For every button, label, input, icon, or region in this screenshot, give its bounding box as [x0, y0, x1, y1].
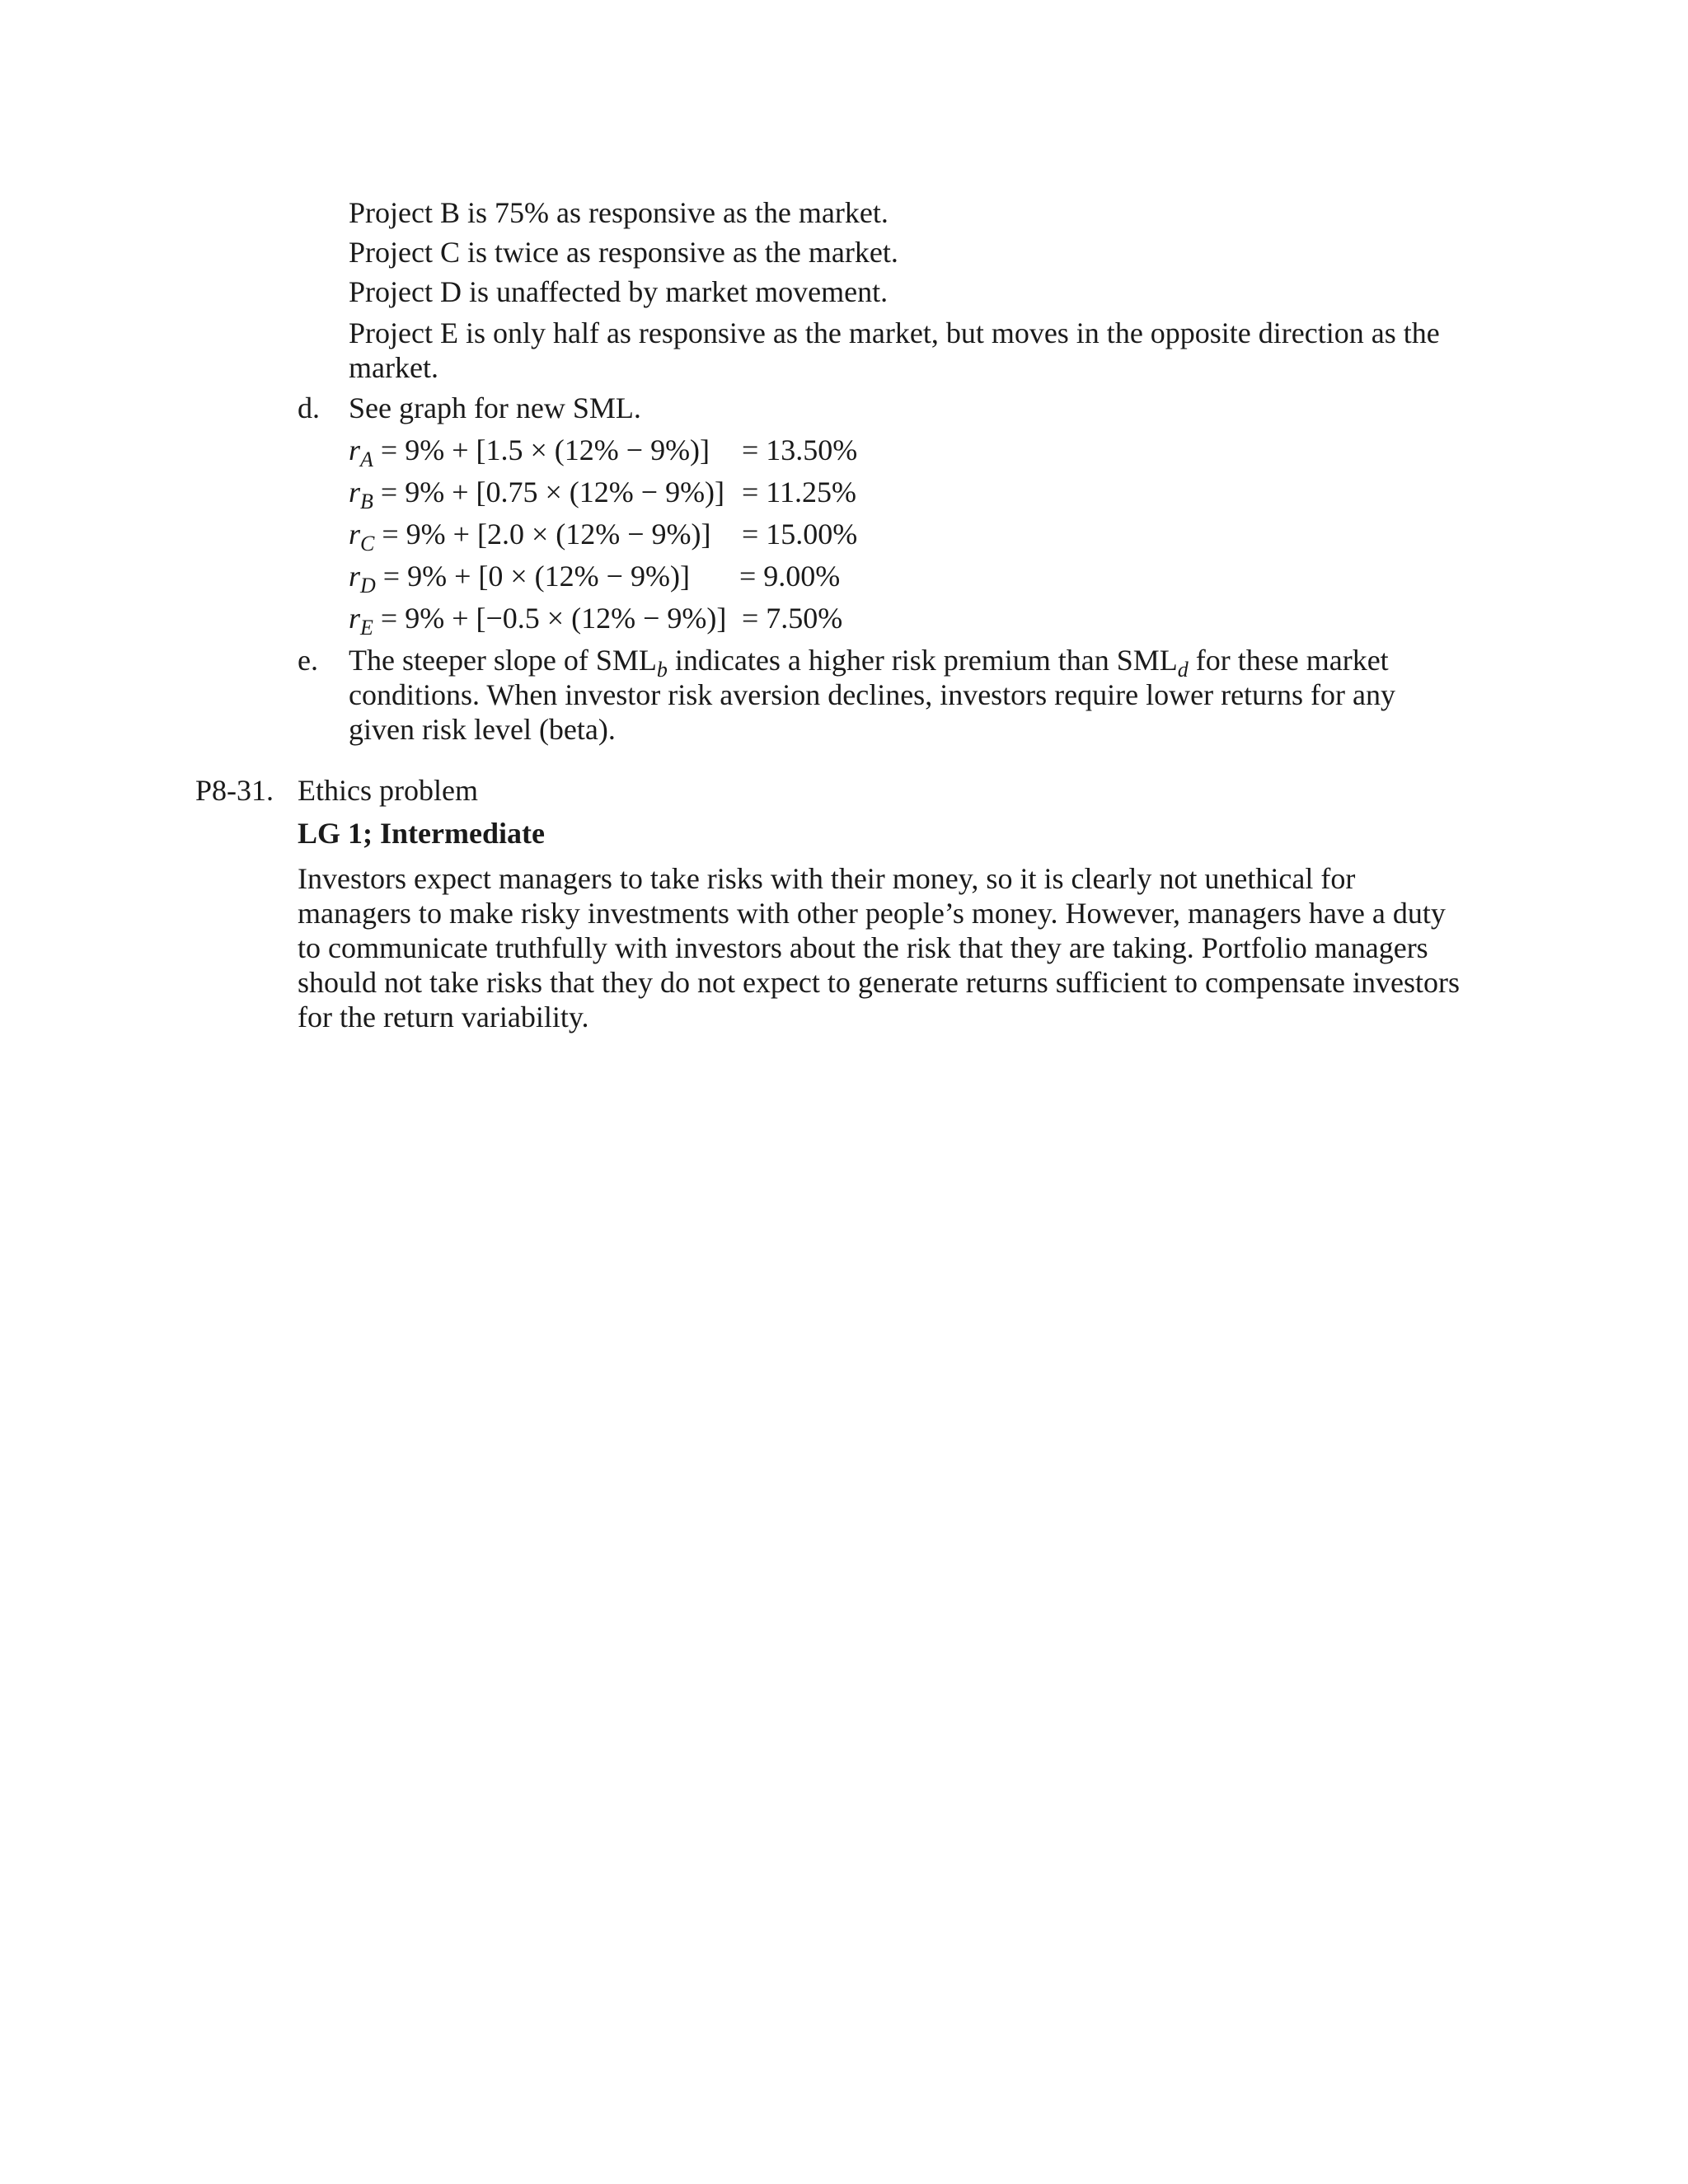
equation-subscript: B — [360, 490, 373, 513]
equation-variable: r — [349, 476, 361, 509]
equation-r-a — [349, 433, 710, 471]
problem-number: P8-31. — [195, 774, 274, 807]
equation-result-c: = 15.00% — [742, 518, 858, 551]
equation-result-a: = 13.50% — [742, 434, 858, 466]
equation-subscript: C — [360, 532, 375, 555]
equation-r-c — [349, 517, 711, 555]
equation-result-b: = 11.25% — [742, 476, 856, 509]
equation-expression: = 9% + [0 × (12% − 9%)] — [375, 560, 690, 593]
part-e-marker: e. — [298, 644, 318, 677]
equation-subscript: E — [360, 616, 373, 640]
problem-subtitle: LG 1; Intermediate — [298, 817, 545, 850]
part-e-text-1: The steeper slope of SML — [349, 644, 657, 677]
part-c-line-e: Project E is only half as responsive as the market, but moves in the opposite direction as the market. — [349, 316, 1440, 384]
equation-expression: = 9% + [0.75 × (12% − 9%)] — [373, 476, 725, 509]
equation-r-d — [349, 559, 690, 598]
equation-r-e — [349, 601, 727, 640]
equation-expression: = 9% + [2.0 × (12% − 9%)] — [374, 518, 711, 551]
equation-variable: r — [349, 518, 361, 551]
part-e-paragraph — [349, 643, 1441, 747]
equation-result-d: = 9.00% — [739, 560, 841, 593]
problem-title: Ethics problem — [298, 774, 478, 807]
equation-subscript: A — [360, 448, 373, 471]
equation-result-e: = 7.50% — [742, 602, 843, 635]
part-c-line-b: Project B is 75% as responsive as the market. — [349, 196, 889, 229]
part-d-intro: See graph for new SML. — [349, 391, 641, 424]
equation-variable: r — [349, 560, 361, 593]
equation-expression: = 9% + [1.5 × (12% − 9%)] — [373, 434, 710, 466]
equation-subscript: D — [360, 574, 376, 598]
sml-d-subscript: d — [1177, 658, 1189, 682]
part-d-marker: d. — [298, 391, 320, 424]
part-c-line-d: Project D is unaffected by market movement. — [349, 275, 889, 308]
equation-r-b — [349, 475, 725, 513]
problem-body: Investors expect managers to take risks with their money, so it is clearly not unethical for managers to make risky investments with other people’s money. However, managers have a duty to communicate truthfully with investors about the risk that they are taking. Portfolio managers should not take risks that they do not expect to generate returns sufficient to compensate investors for the return variability. — [298, 862, 1460, 1033]
equation-variable: r — [349, 602, 361, 635]
equation-expression: = 9% + [−0.5 × (12% − 9%)] — [373, 602, 727, 635]
part-e-text-3: for these market conditions. When investor risk aversion declines, investors require lower returns for any given risk level (beta). — [349, 644, 1396, 746]
part-e-text-2: indicates a higher risk premium than SML — [667, 644, 1178, 677]
sml-b-subscript: b — [656, 658, 668, 682]
equation-variable: r — [349, 434, 361, 466]
part-c-line-c: Project C is twice as responsive as the market. — [349, 236, 898, 269]
